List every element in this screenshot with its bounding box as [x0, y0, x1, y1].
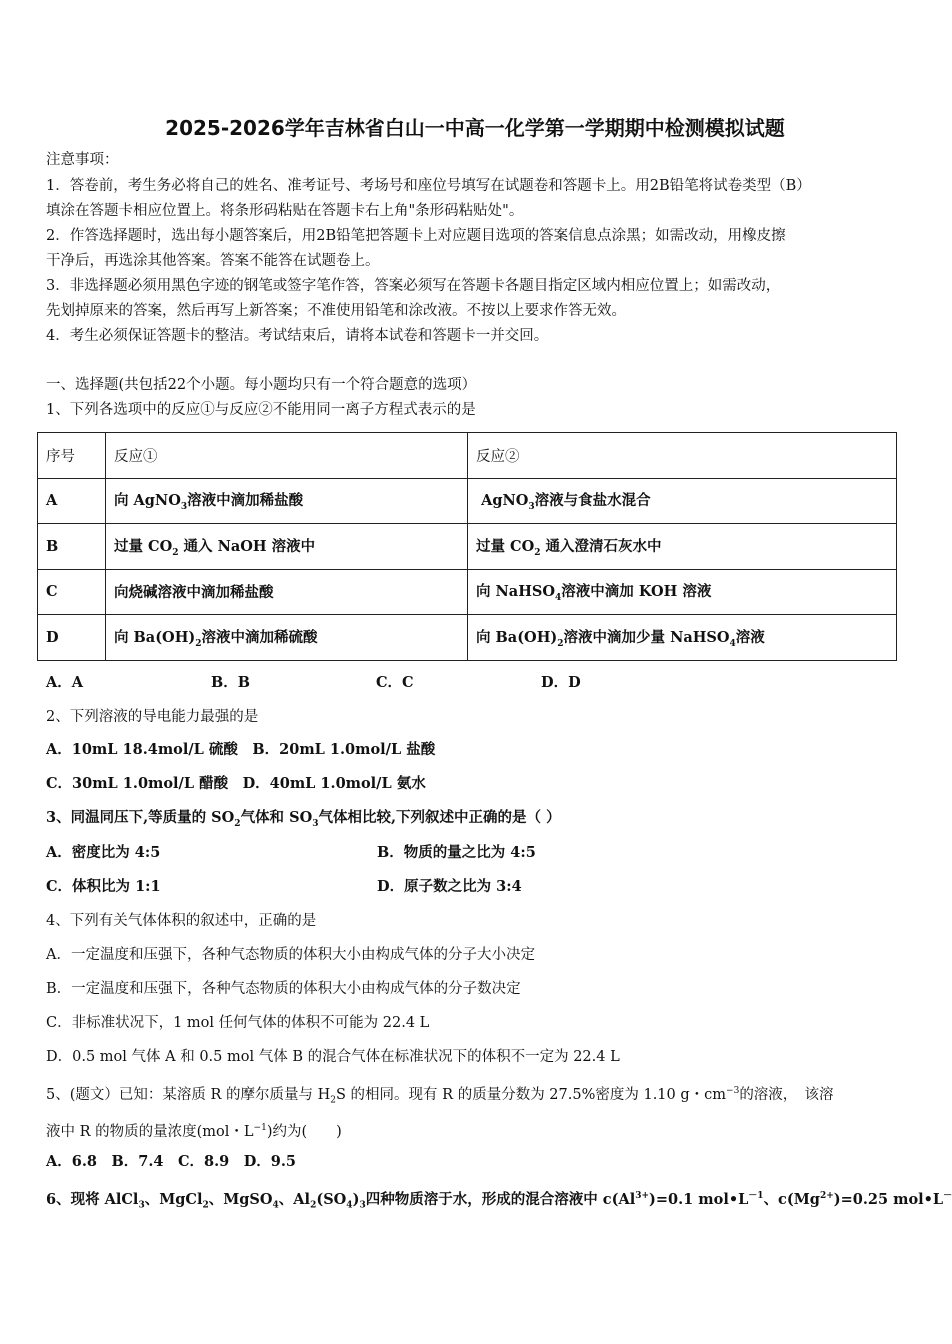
page-title: 2025-2026学年吉林省白山一中高一化学第一学期期中检测模拟试题 — [165, 116, 785, 140]
table-row — [38, 569, 897, 615]
option-a[interactable]: A．密度比为 4:5 — [46, 844, 161, 861]
option-b[interactable]: B．B — [211, 674, 251, 691]
reaction-1: 过量 $CO_2$ 通入 NaOH 溶液中 — [106, 524, 468, 570]
table-header: 反应② — [468, 433, 897, 479]
q3-options-1 — [46, 843, 536, 863]
reaction-2: 向 $Ba(OH)_2$溶液中滴加少量 NaHSO$_4$溶液 — [468, 615, 897, 661]
table-header: 反应① — [106, 433, 468, 479]
table-row — [38, 524, 897, 570]
notice-heading: 注意事项： — [46, 152, 119, 168]
row-id: B — [38, 524, 106, 570]
option-a[interactable]: A．A — [46, 674, 84, 691]
q2-stem: 2、下列溶液的导电能力最强的是 — [46, 709, 259, 725]
q4-stem: 4、下列有关气体体积的叙述中，正确的是 — [46, 913, 317, 929]
q1-stem: 1、下列各选项中的反应①与反应②不能用同一离子方程式表示的是 — [46, 402, 476, 418]
option-d[interactable]: D．原子数之比为 3:4 — [377, 878, 522, 895]
q1-options — [46, 673, 581, 693]
reaction-2: 过量 $CO_2$ 通入澄清石灰水中 — [468, 524, 897, 570]
reaction-1: 向 AgNO$_3$溶液中滴加稀盐酸 — [106, 478, 468, 524]
q5-stem: 5、(题文）已知：某溶质 R 的摩尔质量与 $H_2S$ 的相同。现有 R 的质量分数为 27.5%密度为 1.10 g・$cm^{-3}$的溶液， 该溶 — [46, 1086, 834, 1106]
notice-line: 1．答卷前，考生务必将自己的姓名、准考证号、考场号和座位号填写在试题卷和答题卡上。用2B铅笔将试卷类型（B） — [46, 178, 811, 194]
section-heading: 一、选择题(共包括22个小题。每小题均只有一个符合题意的选项） — [46, 377, 477, 393]
notice-line: 填涂在答题卡相应位置上。将条形码粘贴在答题卡右上角"条形码粘贴处"。 — [46, 203, 524, 219]
table-row — [38, 478, 897, 524]
q3-stem: 3、同温同压下,等质量的 $SO_2$气体和 $SO_3$气体相比较,下列叙述中正确的是（ ） — [46, 809, 561, 829]
reaction-2: AgNO$_3$溶液与食盐水混合 — [468, 478, 897, 524]
table-header: 序号 — [38, 433, 106, 479]
q1-table — [37, 432, 897, 661]
q2-options-1: A．10mL 18.4mol/L 硫酸 B．20mL 1.0mol/L 盐酸 — [46, 741, 436, 758]
notice-line: 2．作答选择题时，选出每小题答案后，用2B铅笔把答题卡上对应题目选项的答案信息点涂黑；如需改动，用橡皮擦 — [46, 228, 786, 244]
reaction-1: 向烧碱溶液中滴加稀盐酸 — [106, 569, 468, 615]
option-c[interactable]: C．非标准状况下，1 mol 任何气体的体积不可能为 22.4 L — [46, 1015, 430, 1031]
q6-stem: 6、现将 AlCl$_3$、MgCl$_2$、MgSO$_4$、$Al_2(SO_4)_3$四种物质溶于水，形成的混合溶液中 $c(Al^{3+})=0.1$ $mol•L^{-1}$、$c(Mg^{2+})=0.25$ mol•L－ — [46, 1190, 952, 1211]
q3-options-2 — [46, 877, 522, 897]
q5-options: A．6.8 B．7.4 C．8.9 D．9.5 — [46, 1153, 297, 1170]
option-c[interactable]: C．体积比为 1:1 — [46, 878, 161, 895]
q2-options-2: C．30mL 1.0mol/L 醋酸 D．40mL 1.0mol/L 氨水 — [46, 775, 426, 792]
row-id: A — [38, 478, 106, 524]
option-d[interactable]: D．0.5 mol 气体 A 和 0.5 mol 气体 B 的混合气体在标准状况下的体积不一定为 22.4 L — [46, 1049, 620, 1065]
notice-line: 干净后，再选涂其他答案。答案不能答在试题卷上。 — [46, 253, 380, 269]
option-b[interactable]: B．一定温度和压强下，各种气态物质的体积大小由构成气体的分子数决定 — [46, 981, 521, 997]
notice-line: 3．非选择题必须用黑色字迹的钢笔或签字笔作答，答案必须写在答题卡各题目指定区域内相应位置上；如需改动， — [46, 278, 781, 294]
reaction-1: 向 $Ba(OH)_2$溶液中滴加稀硫酸 — [106, 615, 468, 661]
q5-stem-cont: 液中 R 的物质的量浓度(mol・$L^{-1}$)约为( ) — [46, 1123, 342, 1140]
row-id: D — [38, 615, 106, 661]
option-c[interactable]: C．C — [376, 674, 414, 691]
option-a[interactable]: A．一定温度和压强下，各种气态物质的体积大小由构成气体的分子大小决定 — [46, 947, 535, 963]
row-id: C — [38, 569, 106, 615]
notice-line: 先划掉原来的答案，然后再写上新答案；不准使用铅笔和涂改液。不按以上要求作答无效。 — [46, 303, 626, 319]
option-b[interactable]: B．物质的量之比为 4:5 — [377, 844, 536, 861]
notice-line: 4．考生必须保证答题卡的整洁。考试结束后，请将本试卷和答题卡一并交回。 — [46, 328, 549, 344]
option-d[interactable]: D．D — [541, 674, 581, 691]
table-header-row — [38, 433, 897, 479]
reaction-2: 向 NaHSO$_4$溶液中滴加 KOH 溶液 — [468, 569, 897, 615]
table-row — [38, 615, 897, 661]
